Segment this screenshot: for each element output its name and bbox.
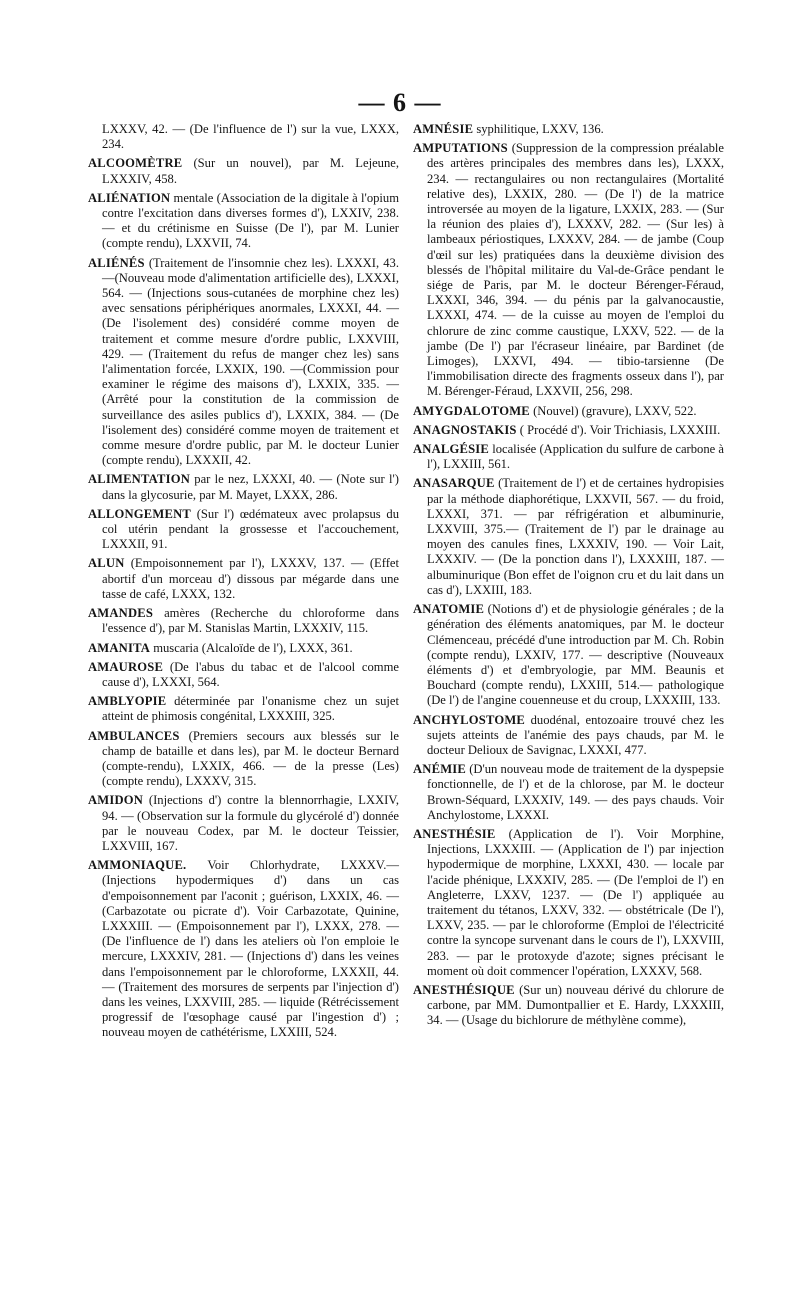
entry-text: LXXXV, 42. — (De l'influence de l') sur la vue, LXXX, 234.	[102, 122, 399, 152]
entry-text: muscaria (Alcaloïde de l'), LXXX, 361.	[150, 640, 353, 655]
index-entry	[413, 122, 724, 137]
index-entry	[88, 606, 399, 636]
entry-headword: AMANDES	[88, 606, 154, 621]
entry-headword: ANÉMIE	[413, 762, 466, 777]
entry-headword: AMAUROSE	[88, 659, 164, 674]
entry-text: (Premiers secours aux blessés sur le champ de bataille et dans les), par M. le docteur Bernard (compte-rendu), LXXIX, 466. — de la presse (Les) (compte rendu), LXXXV, 315.	[102, 728, 399, 789]
entry-headword: AMMONIAQUE.	[88, 858, 187, 873]
entry-text: (Traitement de l') et de certaines hydropisies par la méthode diaphorétique, LXXVII, 567. — du froid, LXXXI, 371. — par réfrigération et albuminurie, LXXVIII, 375.— (Traitement de l') par le drainage au moyen des canules fines, LXXXIV, 190. — Voir Lait, LXXXIV. — (De la ponction dans l'), LXXXIII, 187. — albuminurique (Bon effet de l'oignon cru et du lait dans un cas d'), LXXIII, 183.	[427, 476, 724, 597]
entry-text: syphilitique, LXXV, 136.	[473, 122, 604, 136]
index-entry	[413, 404, 724, 419]
entry-text: (Sur un) nouveau dérivé du chlorure de carbone, par MM. Dumontpallier et E. Hardy, LXXXIII, 34. — (Usage du bichlorure de méthylène comme),	[427, 982, 724, 1028]
index-entry	[88, 858, 399, 1040]
entry-text: ( Procédé d'). Voir Trichiasis, LXXXIII.	[516, 422, 721, 437]
index-entry	[413, 762, 724, 823]
entry-text: (D'un nouveau mode de traitement de la dyspepsie fonctionnelle, de l') et de la chlorose, par M. le docteur Brown-Séquard, LXXXIV, 149. — des pays chauds. Voir Anchylostome, LXXXI.	[427, 762, 724, 822]
entry-text: (De l'abus du tabac et de l'alcool comme cause d'), LXXXI, 564.	[102, 659, 399, 689]
entry-headword: ALIÉNÉS	[88, 255, 145, 270]
index-entry	[413, 442, 724, 472]
entry-headword: ANCHYLOSTOME	[413, 712, 526, 727]
entry-headword: ANALGÉSIE	[413, 442, 489, 457]
entry-text: (Empoisonnement par l'), LXXXV, 137. — (Effet abortif d'un morceau d') dissous par mégarde dans une tasse de café, LXXX, 132.	[102, 556, 399, 601]
entry-text: duodénal, entozoaire trouvé chez les sujets atteints de l'anémie des pays chauds, par M. le docteur Delioux de Savignac, LXXXI, 477.	[427, 712, 724, 757]
entry-headword: AMNÉSIE	[413, 122, 474, 136]
entry-headword: AMANITA	[88, 640, 151, 655]
entry-headword: AMYGDALOTOME	[413, 403, 530, 418]
index-entry	[88, 556, 399, 602]
entry-headword: AMPUTATIONS	[413, 141, 508, 156]
left-column	[88, 122, 399, 1045]
index-entry	[88, 660, 399, 690]
index-entry	[88, 793, 399, 854]
entry-headword: AMBLYOPIE	[88, 694, 167, 709]
index-entry	[88, 694, 399, 724]
index-entry	[88, 641, 399, 656]
index-entry	[413, 602, 724, 708]
entry-headword: AMBULANCES	[88, 728, 180, 743]
entry-text: (Suppression de la compression préalable des artères principales des membres dans les), LXXX, 234. — rectangulaires ou non rectangulaires (Mortalité relative des), LXXIX, 280. — (De l') de la matrice introversée au moyen de la ligature, LXXIX, 283. — (Sur la réunion des plaies d'), LXXXV, 282. — (Sur les) à lambeaux périostiques, LXXXV, 284. — de jambe (Coup d'œil sur les) pratiquées dans la deuxième division des blessés de l'hôpital militaire du Val-de-Grâce pendant le siége de Paris, par M. le docteur Bérenger-Féraud, LXXXI, 346, 394. — du pénis par la galvanocaustie, LXXXI, 474. — de la cuisse au moyen de l'emploi du chlorure de zinc comme caustique, LXXV, 522. — de la jambe (De l') par l'écraseur linéaire, par Bardinet (de Limoges), LXXVI, 494. — tibio-tarsienne (De l'immobilisation directe des fragments osseux dans l'), par M. Bérenger-Féraud, LXXVII, 256, 298.	[427, 141, 724, 399]
entry-text: (Sur un nouvel), par M. Lejeune, LXXXIV, 458.	[102, 156, 399, 186]
entry-text: (Sur l') œdémateux avec prolapsus du col utérin pendant la grossesse et l'accouchement, LXXXII, 91.	[102, 506, 399, 552]
entry-headword: ANESTHÉSIE	[413, 826, 496, 841]
entry-headword: ALCOOMÈTRE	[88, 156, 183, 171]
index-entry	[413, 983, 724, 1029]
entry-text: localisée (Application du sulfure de carbone à l'), LXXIII, 561.	[427, 442, 724, 472]
entry-text: déterminée par l'onanisme chez un sujet atteint de phimosis congénital, LXXXIII, 325.	[102, 694, 399, 724]
entry-headword: ANASARQUE	[413, 476, 495, 491]
entry-headword: ALIMENTATION	[88, 472, 190, 487]
index-entry	[413, 423, 724, 438]
entry-text: mentale (Association de la digitale à l'opium contre l'excitation dans diverses formes d'), LXXIV, 238. — et du crétinisme en Suisse (De l'), par M. Lunier (compte rendu), LXXVII, 74.	[102, 190, 399, 251]
entry-headword: ANAGNOSTAKIS	[413, 422, 517, 437]
entry-text: (Traitement de l'insomnie chez les). LXXXI, 43. —(Nouveau mode d'alimentation artificielle des), LXXXI, 564. — (Injections sous-cutanées de morphine chez les) avec sensations périphériques anormales, LXXXI, 44. — (De l'isolement des) considéré comme moyen de traitement et comme mesure d'ordre public, LXXVIII, 429. — (Traitement du refus de manger chez les) sans l'alimentation forcée, LXXIX, 190. —(Commission pour examiner le régime des maisons d'), LXXIX, 335. — (Arrêté pour la constitution de la commission de surveillance des asiles publics d'), LXXIX, 384. — (De l'isolement des) considéré comme moyen de traitement et comme mesure d'ordre public, par M. le docteur Lunier (compte rendu), LXXXII, 42.	[102, 255, 399, 468]
index-entry	[88, 122, 399, 152]
entry-headword: ANATOMIE	[413, 602, 485, 617]
right-column	[413, 122, 724, 1033]
entry-headword: ALLONGEMENT	[88, 506, 191, 521]
entry-text: Voir Chlorhydrate, LXXXV.— (Injections hypodermiques d') dans un cas d'empoisonnement par l'aconit ; guérison, LXXIX, 46. — (Carbazotate ou picrate d'). Voir Carbazotate, Quinine, LXXXIII. — (Empoisonnement par l'), LXXX, 278. — (De l'influence de l') dans les ateliers où l'on emploie le mercure, LXXXIV, 281. — (Injections d') dans les veines dans l'empoisonnement par le chloroforme, LXXXII, 44. — (Traitement des morsures de serpents par l'injection d') dans les veines, LXXVIII, 285. — liquide (Rétrécissement progressif de l'œsophage causé par l'ingestion d') ; nouveau moyen de cathétérisme, LXXIII, 524.	[102, 858, 399, 1040]
entry-text: (Notions d') et de physiologie générales ; de la génération des éléments anatomiques, par M. le docteur Clémenceau, précédé d'une introduction par M. Ch. Robin (compte rendu), LXXIV, 177. — descriptive (Nouveaux éléments d') et d'embryologie, par MM. Beaunis et Bouchard (compte rendu), LXXIII, 514.— pathologique (De l') de l'angine couenneuse et du croup, LXXXIII, 133.	[427, 602, 724, 708]
entry-text: (Application de l'). Voir Morphine, Injections, LXXXIII. — (Application de l') par injection hypodermique de morphine, LXXXI, 430. — locale par l'acide phénique, LXXXIV, 285. — (De l'emploi de l') en Angleterre, LXXV, 1237. — (De l') appliquée au traitement du tétanos, LXXV, 332. — obstétricale (De l'), LXXV, 235. — par le chloroforme (Emploi de l'électricité contre la syncope survenant dans le cours de l'), LXXVIII, 283. — par le protoxyde d'azote; signes précisant le moment où doit commencer l'opération, LXXXV, 568.	[427, 826, 724, 978]
index-entry	[88, 472, 399, 502]
index-entry	[88, 729, 399, 790]
entry-headword: ALUN	[88, 556, 125, 571]
index-entry	[413, 827, 724, 979]
index-entry	[88, 256, 399, 469]
entry-text: par le nez, LXXXI, 40. — (Note sur l') dans la glycosurie, par M. Mayet, LXXX, 286.	[102, 472, 399, 502]
entry-headword: AMIDON	[88, 793, 144, 808]
entry-headword: ALIÉNATION	[88, 190, 171, 205]
entry-text: (Nouvel) (gravure), LXXV, 522.	[529, 403, 697, 418]
entry-headword: ANESTHÉSIQUE	[413, 982, 515, 997]
index-entry	[413, 476, 724, 598]
entry-text: (Injections d') contre la blennorrhagie, LXXIV, 94. — (Observation sur la formule du glycérolé d') donnée par le nouveau Codex, par M. le docteur Teissier, LXXVIII, 167.	[102, 793, 399, 853]
index-entry	[88, 507, 399, 553]
index-entry	[413, 713, 724, 759]
index-entry	[88, 156, 399, 186]
entry-text: amères (Recherche du chloroforme dans l'essence d'), par M. Stanislas Martin, LXXXIV, 115.	[102, 606, 399, 636]
index-entry	[413, 141, 724, 399]
index-entry	[88, 191, 399, 252]
page-number: — 6 —	[358, 88, 442, 117]
